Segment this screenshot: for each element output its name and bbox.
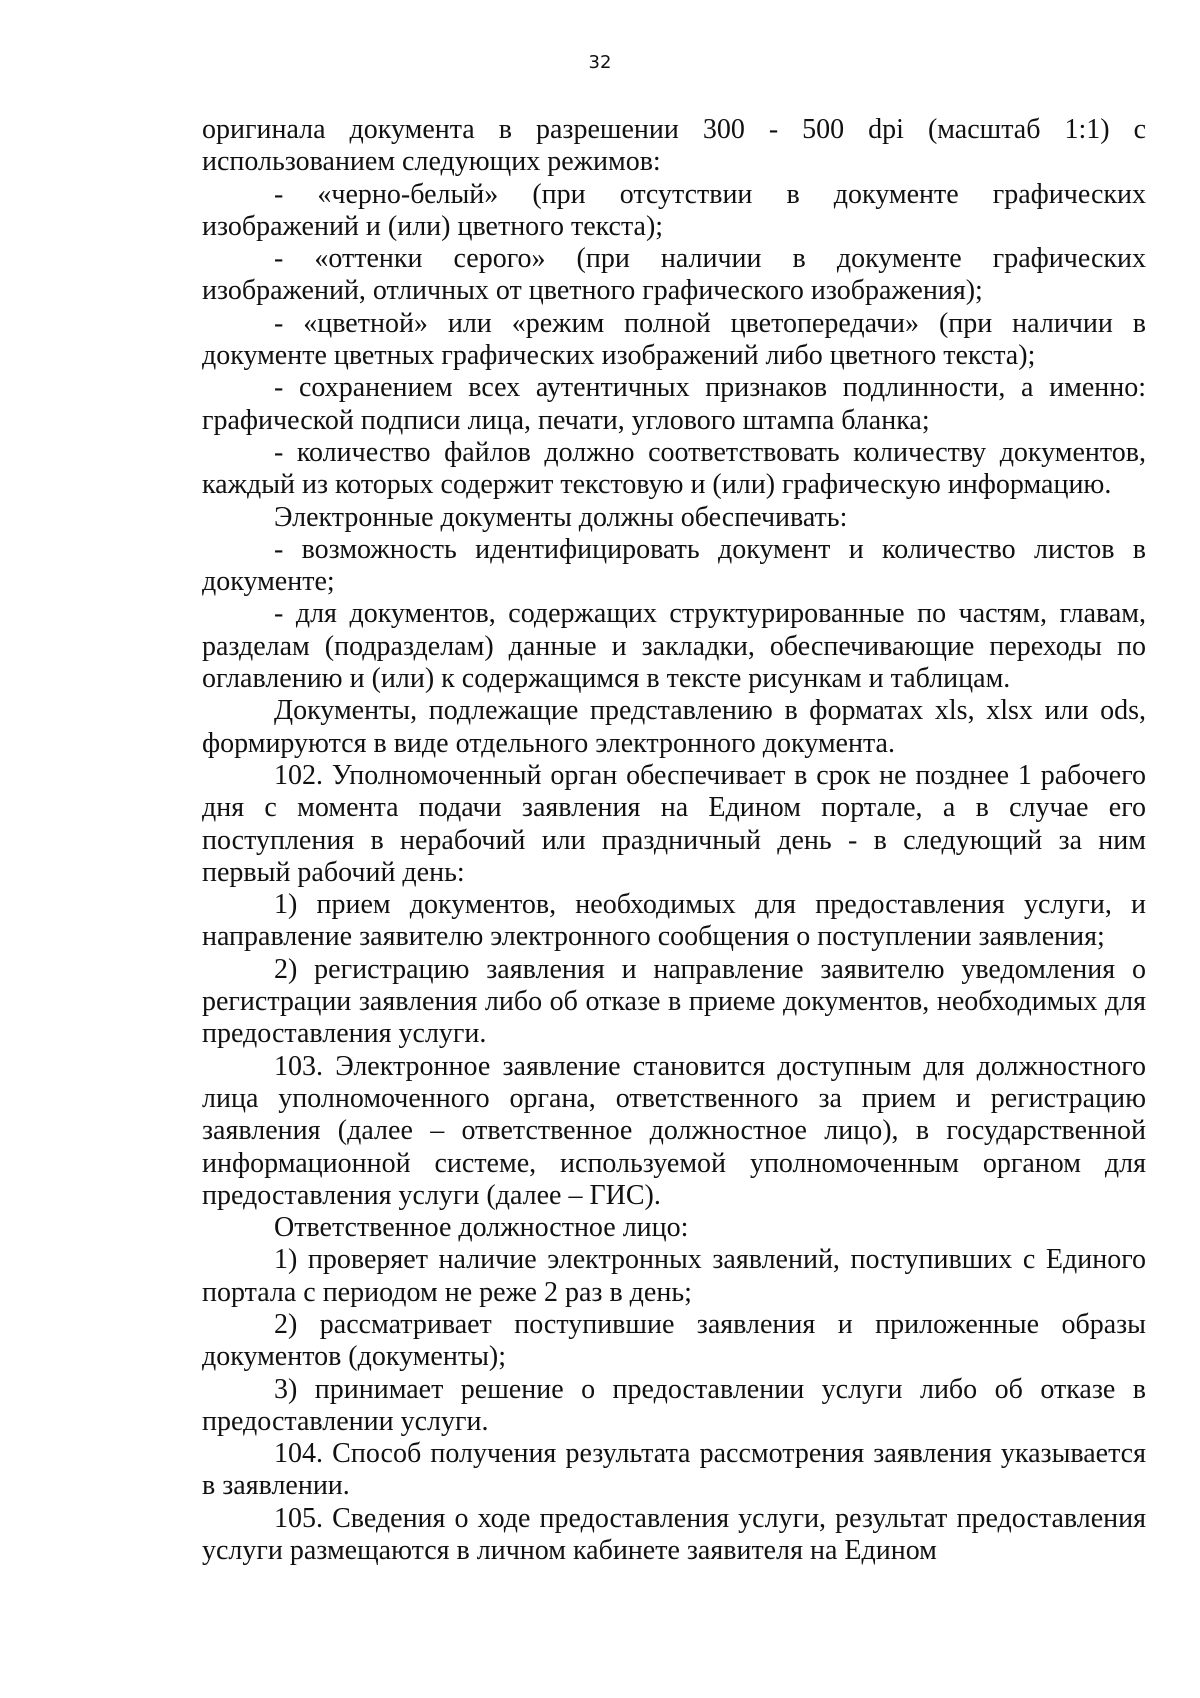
- document-body: [202, 114, 1146, 1567]
- paragraph: - «цветной» или «режим полной цветопередачи» (при наличии в документе цветных графических изображений либо цветного текста);: [202, 307, 1146, 372]
- paragraph: 1) проверяет наличие электронных заявлений, поступивших с Единого портала с периодом не реже 2 раз в день;: [202, 1244, 1146, 1308]
- page-number: 32: [588, 52, 612, 73]
- paragraph: - для документов, содержащих структурированные по частям, главам, разделам (подразделам) данные и закладки, обеспечивающие переходы по оглавлению и (или) к содержащимся в тексте рисункам и таблицам.: [202, 598, 1146, 695]
- paragraph: - «оттенки серого» (при наличии в документе графических изображений, отличных от цветного графического изображения);: [202, 243, 1146, 307]
- paragraph: 2) регистрацию заявления и направление заявителю уведомления о регистрации заявления либо об отказе в приеме документов, необходимых для предоставления услуги.: [202, 953, 1146, 1050]
- paragraph: - количество файлов должно соответствовать количеству документов, каждый из которых содержит текстовую и (или) графическую информацию.: [202, 436, 1146, 501]
- paragraph: оригинала документа в разрешении 300 - 500 dpi (масштаб 1:1) с использованием следующих режимов:: [202, 114, 1146, 178]
- paragraph: 102. Уполномоченный орган обеспечивает в срок не позднее 1 рабочего дня с момента подачи заявления на Едином портале, а в случае его поступления в нерабочий или праздничный день - в следующий за ним первый рабочий день:: [202, 759, 1146, 888]
- paragraph: 105. Сведения о ходе предоставления услуги, результат предоставления услуги размещаются в личном кабинете заявителя на Едином: [202, 1502, 1146, 1567]
- paragraph: - возможность идентифицировать документ и количество листов в документе;: [202, 533, 1146, 598]
- paragraph: 2) рассматривает поступившие заявления и приложенные образы документов (документы);: [202, 1308, 1146, 1373]
- paragraph: - сохранением всех аутентичных признаков подлинности, а именно: графической подписи лица, печати, углового штампа бланка;: [202, 372, 1146, 436]
- paragraph: 1) прием документов, необходимых для предоставления услуги, и направление заявителю электронного сообщения о поступлении заявления;: [202, 889, 1146, 953]
- paragraph: - «черно-белый» (при отсутствии в документе графических изображений и (или) цветного текста);: [202, 178, 1146, 242]
- paragraph: 103. Электронное заявление становится доступным для должностного лица уполномоченного органа, ответственного за прием и регистрацию заявления (далее – ответственное должностное лицо), в государственной информационной системе, используемой уполномоченным органом для предоставления услуги (далее – ГИС).: [202, 1050, 1146, 1211]
- paragraph: 104. Способ получения результата рассмотрения заявления указывается в заявлении.: [202, 1438, 1146, 1502]
- paragraph: Документы, подлежащие представлению в форматах xls, xlsx или ods, формируются в виде отдельного электронного документа.: [202, 695, 1146, 759]
- paragraph: Электронные документы должны обеспечивать:: [274, 501, 848, 533]
- paragraph: Ответственное должностное лицо:: [274, 1212, 689, 1244]
- paragraph: 3) принимает решение о предоставлении услуги либо об отказе в предоставлении услуги.: [202, 1373, 1146, 1437]
